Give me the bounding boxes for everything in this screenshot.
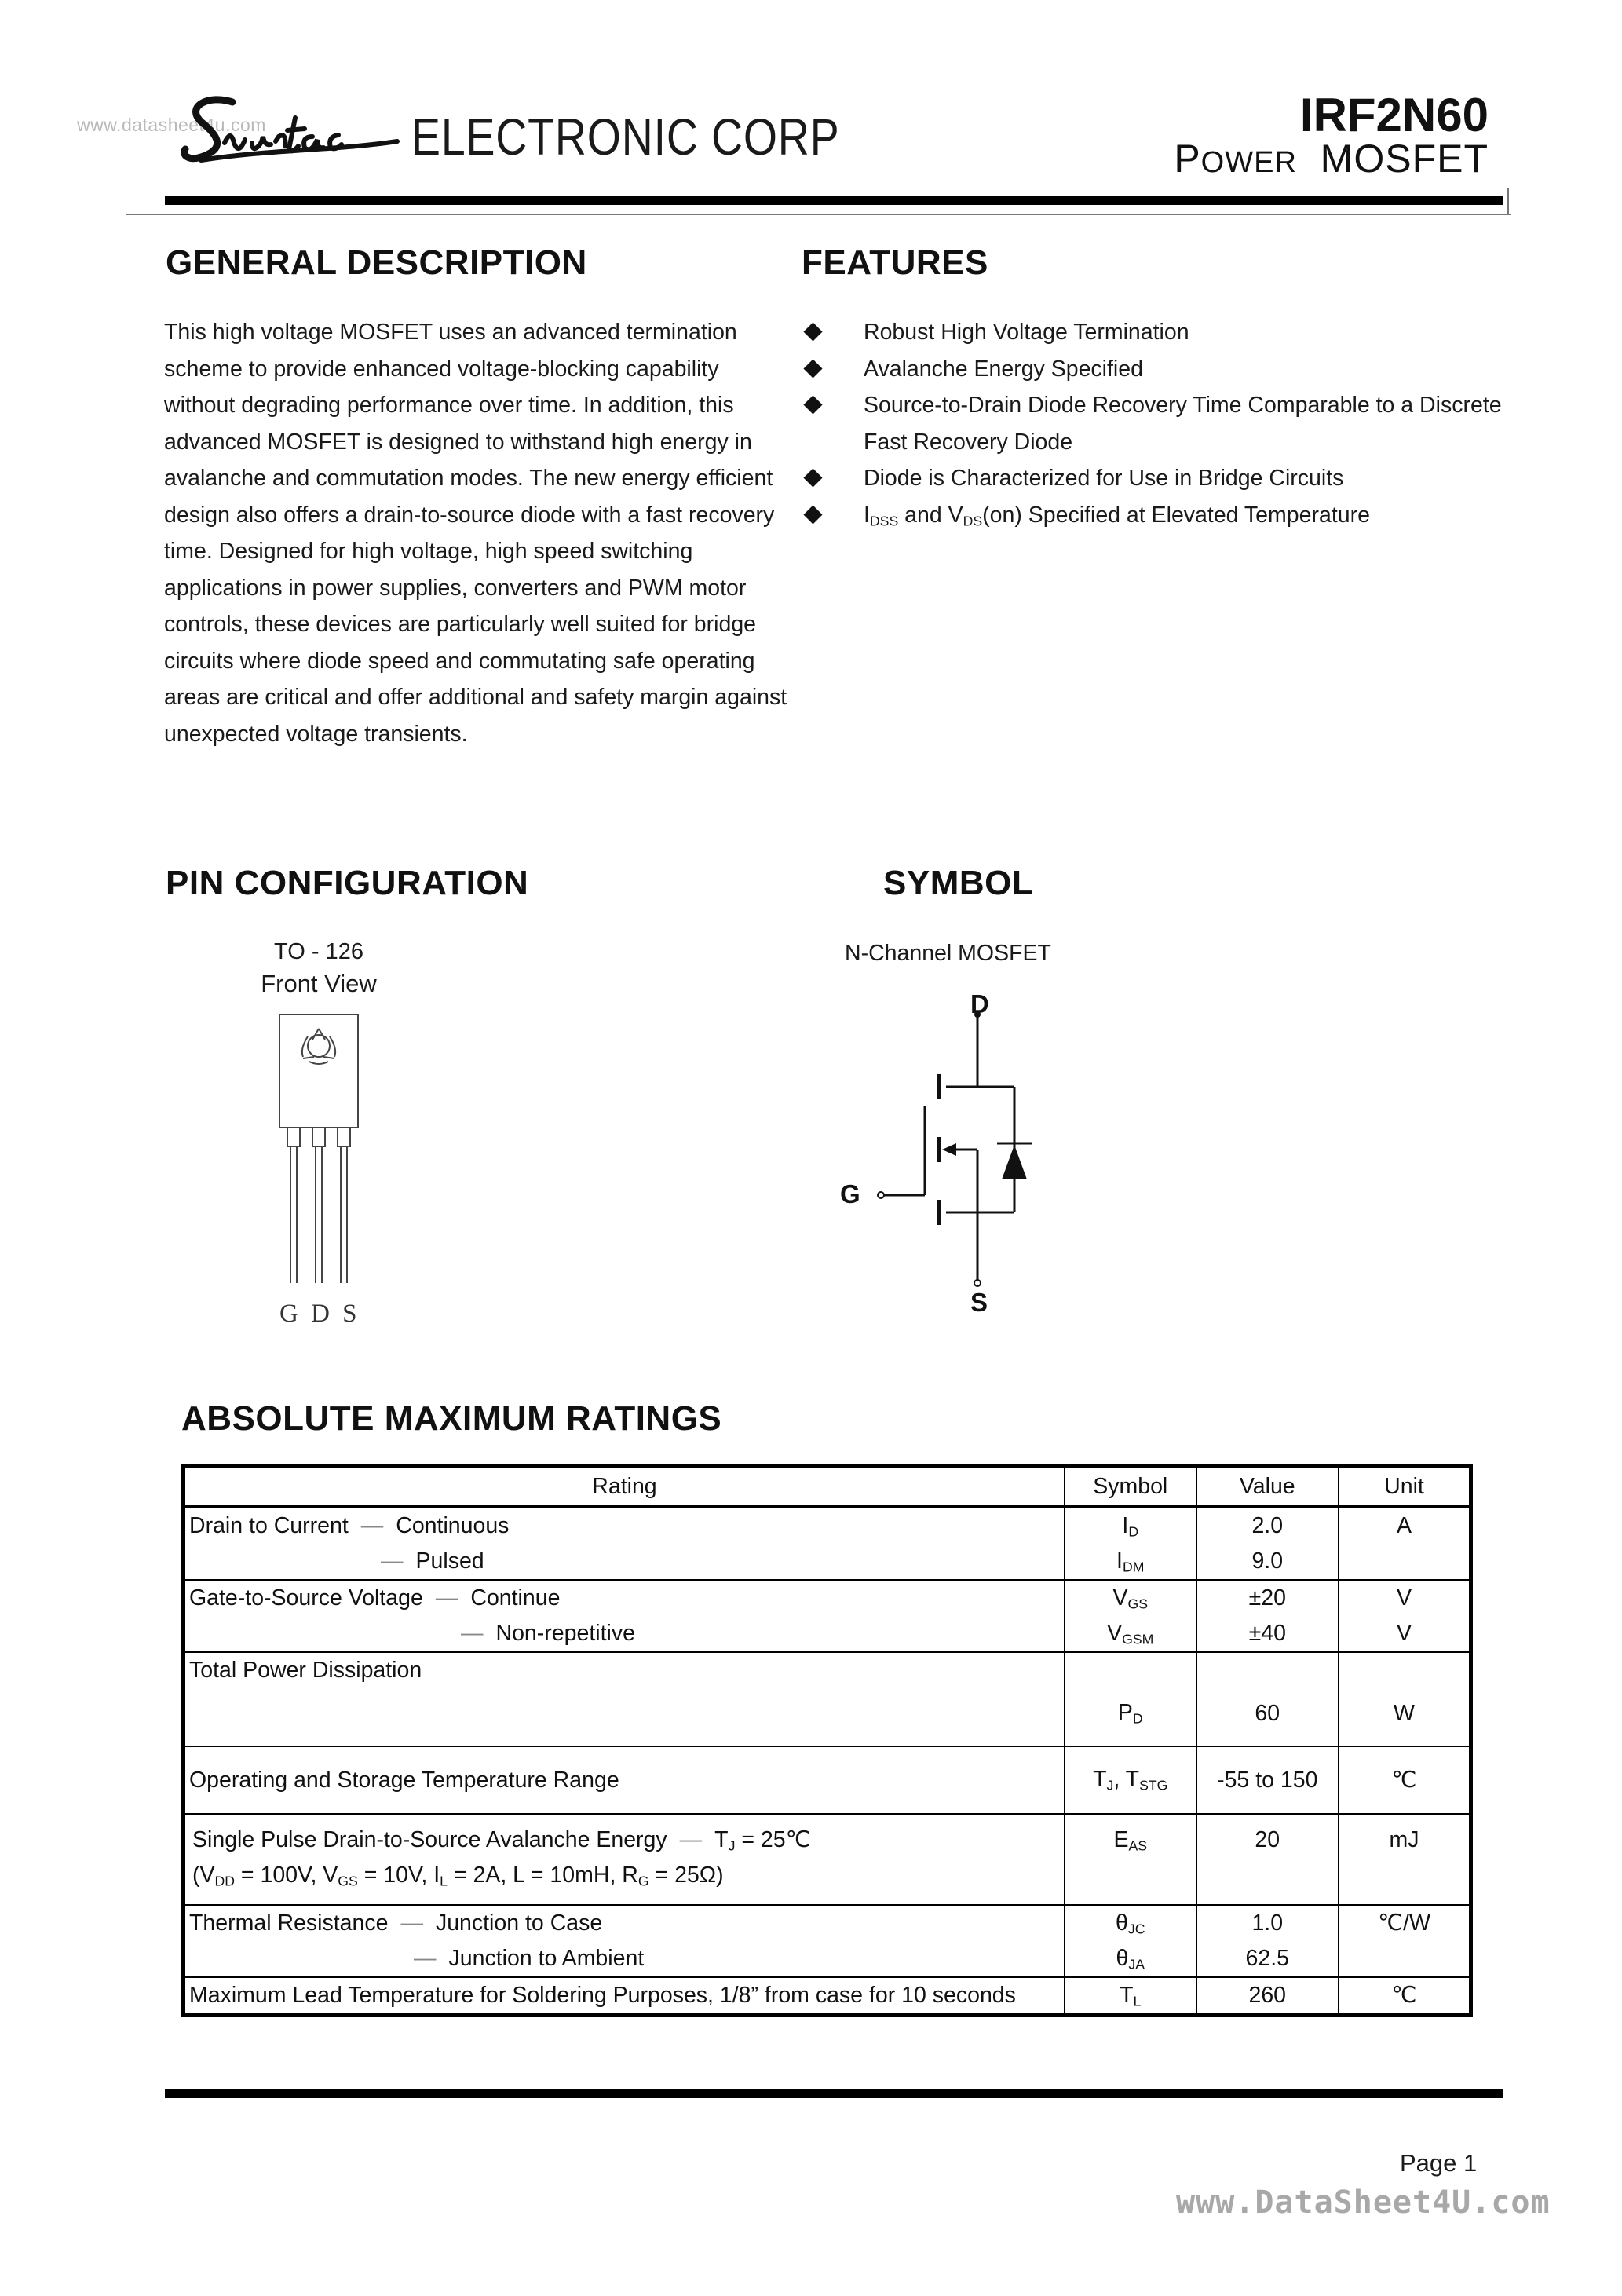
suntac-logo	[177, 86, 405, 173]
bullet-diamond-icon	[803, 468, 822, 487]
drain-label: D	[970, 989, 989, 1018]
part-number: IRF2N60	[1299, 89, 1489, 141]
rating-cell: Gate-to-Source Voltage — Continue — Non-repetitive	[184, 1580, 1065, 1652]
rating-cell: Maximum Lead Temperature for Soldering Purposes, 1/8” from case for 10 seconds	[184, 1977, 1065, 2016]
bullet-diamond-icon	[803, 322, 822, 341]
unit-cell: W	[1339, 1652, 1471, 1746]
header-rule	[165, 196, 1503, 205]
table-row	[184, 1652, 1471, 1746]
unit-cell: ℃/W	[1339, 1905, 1471, 1977]
ratings-heading: ABSOLUTE MAXIMUM RATINGS	[181, 1399, 722, 1438]
header-rule-thin	[126, 214, 1511, 215]
col-rating: Rating	[184, 1466, 1065, 1508]
general-description-paragraph: This high voltage MOSFET uses an advanced termination scheme to provide enhanced voltage-blocking capability without degrading performance over time. In addition, this advanced MOSFET is designed to withstand high energy in avalanche and commutation modes. The new energy efficient design also offers a drain-to-source diode with a fast recovery time. Designed for high voltage, high speed switching applications in power supplies, converters and PWM motor controls, these devices are particularly well suited for bridge circuits where diode speed and commutating safe operating areas are critical and offer additional and safety margin against unexpected voltage transients.	[164, 320, 787, 747]
pin-configuration-heading: PIN CONFIGURATION	[166, 864, 529, 902]
unit-cell: A	[1339, 1507, 1471, 1580]
bullet-diamond-icon	[803, 505, 822, 524]
bullet-diamond-icon	[803, 359, 822, 378]
table-row	[184, 1905, 1471, 1977]
unit-cell: mJ	[1339, 1814, 1471, 1905]
value-cell: ±20 ±40	[1196, 1580, 1339, 1652]
bottom-watermark: www.DataSheet4U.com	[1176, 2184, 1551, 2221]
rating-cell: Drain to Current — Continuous — Pulsed	[189, 1513, 510, 1574]
col-unit: Unit	[1339, 1466, 1471, 1508]
pin-labels: G D S	[279, 1300, 360, 1328]
gate-label: G	[840, 1179, 860, 1208]
mosfet-symbol	[864, 989, 1052, 1296]
feature-item: $I_{DSS}$ and $V_{DS}(on)$ Specified at Elevated Temperature	[799, 497, 1506, 539]
top-watermark: www.datasheet4u.com	[77, 115, 266, 135]
product-subtitle: POWER MOSFET	[1174, 137, 1489, 181]
rating-cell: Operating and Storage Temperature Range	[184, 1746, 1065, 1814]
package-name: TO - 126	[274, 939, 363, 964]
features-heading: FEATURES	[802, 243, 988, 282]
value-cell: 2.0 9.0	[1196, 1507, 1339, 1580]
feature-item: Avalanche Energy Specified	[799, 351, 1506, 388]
symbol-cell: $T_J$, $T_{STG}$	[1065, 1746, 1196, 1814]
symbol-type: N-Channel MOSFET	[845, 941, 1051, 966]
feature-item: Source-to-Drain Diode Recovery Time Comparable to a Discrete Fast Recovery Diode	[799, 387, 1506, 460]
to126-package-diagram	[267, 1005, 377, 1288]
unit-cell: V V	[1339, 1580, 1471, 1652]
general-description-heading: GENERAL DESCRIPTION	[166, 243, 587, 282]
feature-item: Robust High Voltage Termination	[799, 314, 1506, 351]
value-cell: 1.0 62.5	[1196, 1905, 1339, 1977]
symbol-cell: $P_D$	[1065, 1652, 1196, 1746]
general-description-text	[164, 314, 792, 752]
ratings-table	[181, 1464, 1473, 2017]
page-number: Page 1	[1400, 2149, 1478, 2177]
unit-cell: ℃	[1339, 1746, 1471, 1814]
table-row	[184, 1507, 1471, 1580]
source-label: S	[970, 1288, 988, 1317]
value-cell: 260	[1196, 1977, 1339, 2016]
col-symbol: Symbol	[1065, 1466, 1196, 1508]
header-rule-corner	[1507, 188, 1509, 215]
package-view: Front View	[261, 970, 377, 997]
symbol-heading: SYMBOL	[883, 864, 1034, 902]
table-row	[184, 1814, 1471, 1905]
value-cell: 20	[1196, 1814, 1339, 1905]
features-list	[799, 314, 1506, 539]
symbol-cell: $T_L$	[1065, 1977, 1196, 2016]
company-name: ELECTRONIC CORP	[411, 108, 840, 166]
value-cell: 60	[1196, 1652, 1339, 1746]
unit-cell: ℃	[1339, 1977, 1471, 2016]
table-row	[184, 1580, 1471, 1652]
symbol-cell: $I_D$ $I_{DM}$	[1065, 1507, 1196, 1580]
value-cell: -55 to 150	[1196, 1746, 1339, 1814]
feature-item: Diode is Characterized for Use in Bridge Circuits	[799, 460, 1506, 497]
symbol-cell: $V_{GS}$ $V_{GSM}$	[1065, 1580, 1196, 1652]
footer-rule	[165, 2089, 1503, 2098]
bullet-diamond-icon	[803, 395, 822, 414]
rating-cell: Total Power Dissipation	[184, 1652, 1065, 1746]
table-row	[184, 1746, 1471, 1814]
rating-cell: Single Pulse Drain-to-Source Avalanche Energy — $T_J$ = 25℃ ($V_{DD} = 100V$, $V_{GS} = 10V$, $I_L = 2A$, L = 10mH, $R_G = 25\Omega$)	[184, 1814, 1065, 1905]
symbol-cell: $\theta_{JC}$ $\theta_{JA}$	[1065, 1905, 1196, 1977]
table-row	[184, 1977, 1471, 2016]
rating-cell: Thermal Resistance — Junction to Case — Junction to Ambient	[184, 1905, 1065, 1977]
table-header-row	[184, 1466, 1471, 1508]
col-value: Value	[1196, 1466, 1339, 1508]
symbol-cell: $E_{AS}$	[1065, 1814, 1196, 1905]
